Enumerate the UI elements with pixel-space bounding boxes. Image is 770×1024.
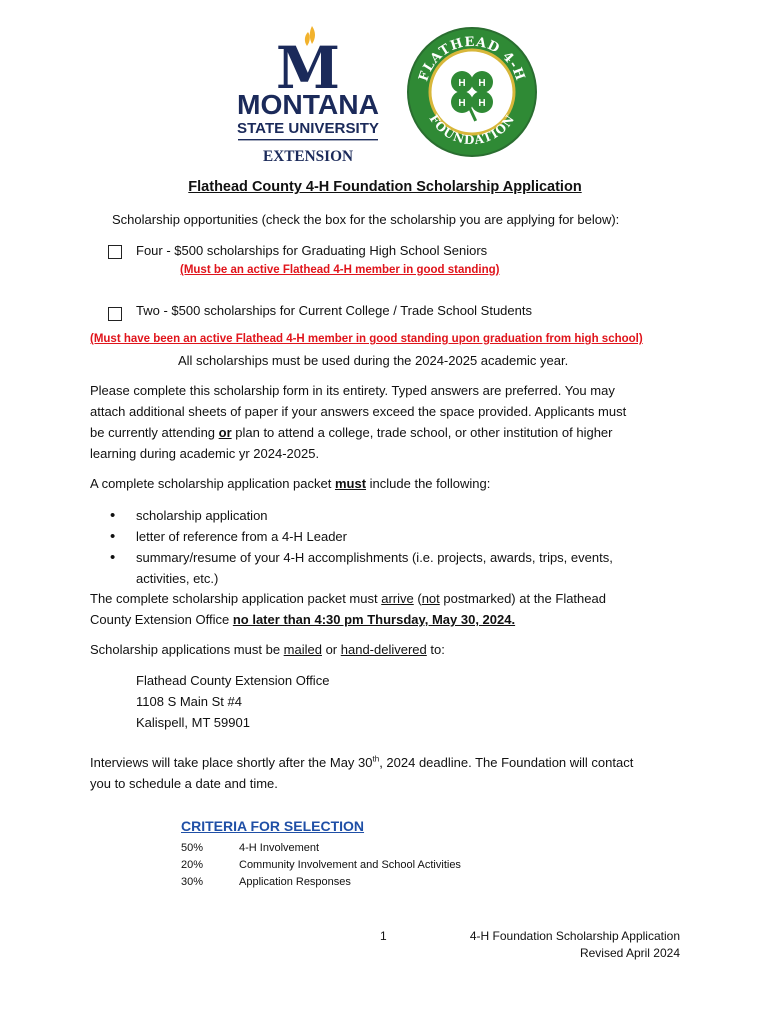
deadline-1b: ( [413,591,422,606]
checkbox-graduating-seniors[interactable] [108,245,122,259]
criteria-label: 4-H Involvement [239,842,320,854]
emphasis-or: or [218,425,232,440]
instructions-line-3b: plan to attend a college, trade school, or other institution of higher [231,425,613,440]
criteria-row [181,874,351,890]
emphasis-hand-delivered: hand-delivered [340,642,427,657]
criteria-percent: 50% [181,842,204,854]
packet-intro-b: include the following: [366,476,491,491]
address-line-1: Flathead County Extension Office [136,673,330,688]
svg-text:H: H [478,98,486,109]
msu-logo-graphic [232,22,384,167]
emphasis-arrive: arrive [381,591,414,606]
emphasis-mailed: mailed [283,642,322,657]
foundation-top-text: FLATHEAD 4-H [416,34,528,84]
instructions-line-2: attach additional sheets of paper if your answers exceed the space provided. Applicants must [90,404,627,419]
criteria-label: Application Responses [239,876,351,888]
foundation-seal [406,24,538,160]
packet-requirements-list [110,505,710,568]
instructions-line-3a: be currently attending [90,425,219,440]
instructions-line-1: Please complete this scholarship form in its entirety. Typed answers are preferred. You may [90,383,615,398]
svg-text:H: H [458,78,466,89]
page-title: Flathead County 4-H Foundation Scholarship Application [188,179,582,195]
checkbox-college-students[interactable] [108,307,122,321]
option-2-note: (Must have been an active Flathead 4-H member in good standing upon graduation from high school) [90,333,643,345]
interviews-line-2: you to schedule a date and time. [90,776,278,791]
list-item: • summary/resume of your 4-H accomplishments (i.e. projects, awards, trips, events, [110,547,710,568]
footer-revised: Revised April 2024 [579,946,680,960]
deadline-line-1 [90,588,606,609]
list-item: • letter of reference from a 4-H Leader [110,526,710,547]
instructions-line-3 [90,422,613,443]
msu-line3: EXTENSION [263,148,354,165]
address-line-2: 1108 S Main St #4 [136,694,242,709]
mailing-b: to: [426,642,445,657]
footer-doc-title: 4-H Foundation Scholarship Application [469,929,680,943]
option-2-label: Two - $500 scholarships for Current College / Trade School Students [136,303,532,318]
intro-text: Scholarship opportunities (check the box for the scholarship you are applying for below): [112,212,620,227]
msu-m-letter: M [275,34,341,102]
msu-extension-logo [232,22,384,167]
msu-line1: MONTANA [237,89,379,120]
emphasis-not: not [421,591,440,606]
page-number: 1 [380,929,387,943]
interviews-sup: th [372,754,380,764]
deadline-1a: The complete scholarship application packet must [90,591,382,606]
instructions-line-4: learning during academic yr 2024-2025. [90,446,320,461]
deadline-line-2 [90,609,515,630]
deadline-date: no later than 4:30 pm Thursday, May 30, 2024. [232,612,516,627]
mailing-a: Scholarship applications must be [90,642,284,657]
list-item: • scholarship application [110,505,710,526]
criteria-percent: 30% [181,876,204,888]
criteria-percent: 20% [181,859,204,871]
address-line-3: Kalispell, MT 59901 [136,715,250,730]
deadline-1c: postmarked) at the Flathead [439,591,606,606]
svg-text:H: H [478,78,486,89]
interviews-line-1 [90,752,633,773]
interviews-b: , 2024 deadline. The Foundation will contact [379,755,634,770]
academic-year-note: All scholarships must be used during the 2024-2025 academic year. [178,353,569,368]
mailing-instructions [90,639,445,660]
criteria-label: Community Involvement and School Activities [239,859,461,871]
packet-intro-a: A complete scholarship application packet [90,476,335,491]
deadline-2a: County Extension Office [90,612,233,627]
svg-text:H: H [458,98,466,109]
mailing-or: or [321,642,341,657]
option-1-label: Four - $500 scholarships for Graduating High School Seniors [136,243,488,258]
packet-intro [90,473,490,494]
criteria-row [181,840,319,856]
list-item-continuation: activities, etc.) [136,571,219,586]
criteria-row [181,857,461,873]
criteria-heading: CRITERIA FOR SELECTION [181,818,365,834]
flathead-4h-foundation-logo [406,24,538,160]
msu-line2: STATE UNIVERSITY [237,120,379,137]
option-1-note: (Must be an active Flathead 4-H member in good standing) [180,264,500,276]
emphasis-must: must [334,476,367,491]
foundation-bottom-text: FOUNDATION [426,111,518,148]
interviews-a: Interviews will take place shortly after the May 30 [90,755,373,770]
